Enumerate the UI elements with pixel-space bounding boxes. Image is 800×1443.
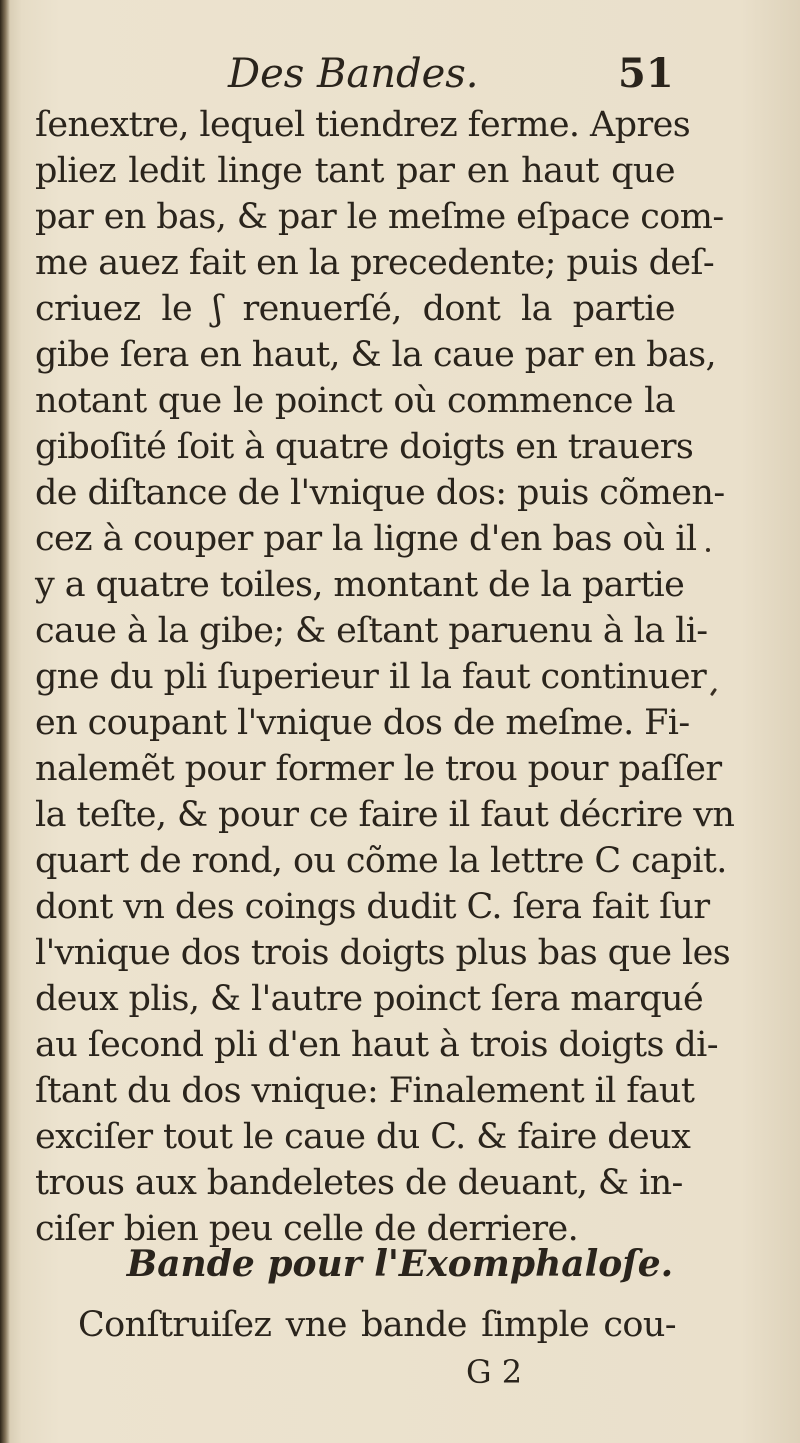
text-line: y a quatre toiles, montant de la partie	[35, 565, 685, 605]
page-header	[0, 46, 800, 102]
page-spine-shadow	[0, 0, 10, 1443]
text-line: pliez ledit linge tant par en haut que	[35, 151, 675, 191]
text-line: de diſtance de l'vnique dos: puis cõmen-	[35, 473, 725, 513]
signature-mark: G 2	[466, 1353, 523, 1391]
text-line: cez à couper par la ligne d'en bas où il	[35, 519, 697, 559]
text-line: caue à la gibe; & eſtant paruenu à la li-	[35, 611, 708, 651]
text-line: la teſte, & pour ce faire il faut décrire vn	[35, 795, 735, 835]
text-line: nalemẽt pour former le trou pour paſſer	[35, 749, 722, 789]
text-line: quart de rond, ou cõme la lettre C capit.	[35, 841, 727, 881]
page-number: 51	[618, 50, 674, 97]
text-line: trous aux bandeletes de deuant, & in-	[35, 1163, 683, 1203]
section-first-line: Conſtruiſez vne bande ſimple cou-	[78, 1305, 676, 1345]
text-line: giboſité ſoit à quatre doigts en trauers	[35, 427, 694, 467]
text-line: deux plis, & l'autre poinct ſera marqué	[35, 979, 704, 1019]
text-line: gibe ſera en haut, & la caue par en bas,	[35, 335, 717, 375]
text-line: l'vnique dos trois doigts plus bas que les	[35, 933, 731, 973]
running-head: Des Bandes.	[228, 51, 479, 97]
text-line: exciſer tout le caue du C. & faire deux	[35, 1117, 691, 1157]
text-line: criuez le ʃ renuerſé, dont la partie	[35, 289, 675, 329]
text-line: au ſecond pli d'en haut à trois doigts di-	[35, 1025, 719, 1065]
text-line: me auez fait en la precedente; puis deſ-	[35, 243, 715, 283]
paper-speck	[710, 688, 717, 696]
text-line: gne du pli ſuperieur il la faut continuer	[35, 657, 707, 697]
paper-speck	[706, 548, 710, 552]
text-line: notant que le poinct où commence la	[35, 381, 675, 421]
text-line: dont vn des coings dudit C. ſera fait ſur	[35, 887, 710, 927]
text-line: ciſer bien peu celle de derriere.	[35, 1209, 579, 1249]
text-line: en coupant l'vnique dos de meſme. Fi-	[35, 703, 690, 743]
text-line: par en bas, & par le meſme eſpace com-	[35, 197, 724, 237]
text-line: ſenextre, lequel tiendrez ferme. Apres	[35, 105, 691, 145]
text-line: ſtant du dos vnique: Finalement il faut	[35, 1071, 695, 1111]
body-text	[35, 102, 735, 1252]
section-title: Bande pour l'Exomphaloſe.	[126, 1243, 674, 1285]
